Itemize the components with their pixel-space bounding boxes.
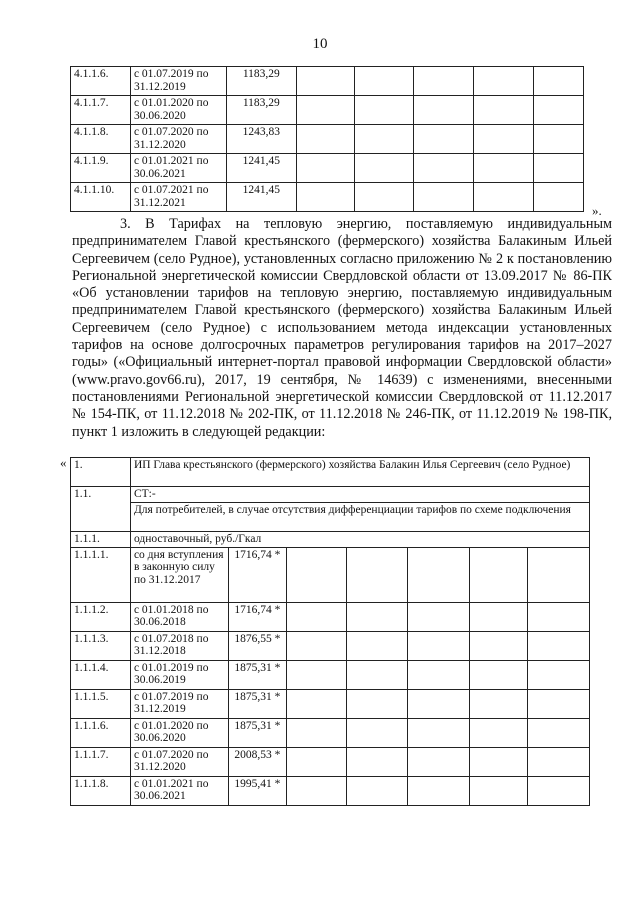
empty-cell bbox=[528, 747, 590, 776]
empty-cell bbox=[474, 154, 534, 183]
empty-cell bbox=[470, 547, 528, 602]
empty-cell bbox=[470, 718, 528, 747]
empty-cell bbox=[408, 718, 470, 747]
row-value: 1995,41 * bbox=[228, 776, 286, 805]
row-number: 1.1.1.6. bbox=[71, 718, 131, 747]
empty-cell bbox=[296, 125, 354, 154]
empty-cell bbox=[528, 660, 590, 689]
row-period: с 01.01.2020 по 30.06.2020 bbox=[130, 96, 226, 125]
rate-text: одноставочный, руб./Гкал bbox=[130, 531, 589, 547]
row-number: 4.1.1.8. bbox=[71, 125, 131, 154]
header-num: 1. bbox=[71, 458, 131, 487]
row-number: 4.1.1.6. bbox=[71, 67, 131, 96]
empty-cell bbox=[408, 660, 470, 689]
empty-cell bbox=[286, 547, 346, 602]
empty-cell bbox=[346, 747, 408, 776]
empty-cell bbox=[408, 631, 470, 660]
empty-cell bbox=[296, 67, 354, 96]
tariff-table-new bbox=[70, 457, 590, 806]
empty-cell bbox=[414, 67, 474, 96]
empty-cell bbox=[286, 747, 346, 776]
amendment-paragraph bbox=[72, 216, 612, 441]
row-period: со дня вступления в законную силу по 31.12.2017 bbox=[130, 547, 228, 602]
table-row bbox=[71, 689, 590, 718]
table-row bbox=[71, 660, 590, 689]
empty-cell bbox=[354, 183, 414, 212]
row-period: с 01.01.2021 по 30.06.2021 bbox=[130, 154, 226, 183]
row-number: 1.1.1.1. bbox=[71, 547, 131, 602]
row-period: с 01.07.2019 по 31.12.2019 bbox=[130, 67, 226, 96]
table-row bbox=[71, 96, 584, 125]
empty-cell bbox=[470, 602, 528, 631]
empty-cell bbox=[470, 776, 528, 805]
row-number: 4.1.1.9. bbox=[71, 154, 131, 183]
table-row bbox=[71, 718, 590, 747]
row-period: с 01.01.2018 по 30.06.2018 bbox=[130, 602, 228, 631]
row-period: с 01.07.2021 по 31.12.2021 bbox=[130, 183, 226, 212]
empty-cell bbox=[528, 631, 590, 660]
empty-cell bbox=[286, 660, 346, 689]
row-value: 1243,83 bbox=[226, 125, 296, 154]
table-row bbox=[71, 747, 590, 776]
row-number: 1.1.1.4. bbox=[71, 660, 131, 689]
row-value: 2008,53 * bbox=[228, 747, 286, 776]
table-row bbox=[71, 125, 584, 154]
empty-cell bbox=[414, 183, 474, 212]
row-value: 1183,29 bbox=[226, 96, 296, 125]
table-row bbox=[71, 602, 590, 631]
page-number: 10 bbox=[312, 36, 328, 52]
row-number: 4.1.1.10. bbox=[71, 183, 131, 212]
section-num: 1.1. bbox=[71, 487, 131, 532]
closing-quote: ». bbox=[592, 203, 602, 218]
empty-cell bbox=[534, 183, 584, 212]
opening-quote: « bbox=[60, 455, 67, 470]
section-row bbox=[71, 487, 590, 503]
row-number: 1.1.1.3. bbox=[71, 631, 131, 660]
empty-cell bbox=[354, 125, 414, 154]
empty-cell bbox=[528, 689, 590, 718]
tariff-table-continued bbox=[70, 66, 584, 212]
empty-cell bbox=[528, 718, 590, 747]
header-text: ИП Глава крестьянского (фермерского) хозяйства Балакин Илья Сергеевич (село Рудное) bbox=[130, 458, 589, 487]
empty-cell bbox=[534, 125, 584, 154]
empty-cell bbox=[296, 183, 354, 212]
empty-cell bbox=[474, 96, 534, 125]
paragraph-text: 3. В Тарифах на тепловую энергию, поставляемую индивидуальным предпринимателем Главой крестьянского (фермерского) хозяйства Балакиным Ильей Сергеевичем (село Рудное), установленных согласно приложению № 2 к постановлению Региональной энергетической комиссии Свердловской области от 13.09.2017 № 86-ПК «Об установлении тарифов на тепловую энергию, поставляемую индивидуальным предпринимателем Главой крестьянского (фермерского) хозяйства Балакиным Ильей Сергеевичем (село Рудное) с использованием метода индексации установленных тарифов на основе долгосрочных параметров регулирования тарифов на 2017–2027 годы» («Официальный интернет-портал правовой информации Свердловской области» (www.pravo.gov66.ru), 2017, 19 сентября, № 14639) с изменениями, внесенными постановлениями Региональной энергетической комиссии Свердловской от 11.12.2017 № 154-ПК, от 11.12.2018 № 202-ПК, от 11.12.2018 № 246-ПК, от 11.12.2019 № 198-ПК, пункт 1 изложить в следующей редакции: bbox=[72, 216, 612, 440]
row-value: 1876,55 * bbox=[228, 631, 286, 660]
empty-cell bbox=[286, 631, 346, 660]
empty-cell bbox=[346, 547, 408, 602]
empty-cell bbox=[408, 547, 470, 602]
empty-cell bbox=[354, 96, 414, 125]
empty-cell bbox=[528, 547, 590, 602]
empty-cell bbox=[346, 689, 408, 718]
empty-cell bbox=[346, 602, 408, 631]
row-value: 1183,29 bbox=[226, 67, 296, 96]
row-number: 1.1.1.5. bbox=[71, 689, 131, 718]
empty-cell bbox=[346, 718, 408, 747]
row-number: 1.1.1.7. bbox=[71, 747, 131, 776]
empty-cell bbox=[354, 67, 414, 96]
empty-cell bbox=[286, 689, 346, 718]
empty-cell bbox=[286, 602, 346, 631]
section-text: СТ:- bbox=[130, 487, 589, 503]
row-value: 1241,45 bbox=[226, 183, 296, 212]
empty-cell bbox=[474, 125, 534, 154]
row-value: 1241,45 bbox=[226, 154, 296, 183]
empty-cell bbox=[474, 183, 534, 212]
empty-cell bbox=[534, 154, 584, 183]
row-value: 1716,74 * bbox=[228, 547, 286, 602]
empty-cell bbox=[534, 96, 584, 125]
empty-cell bbox=[346, 660, 408, 689]
table-header-row bbox=[71, 458, 590, 487]
row-value: 1875,31 * bbox=[228, 718, 286, 747]
row-period: с 01.07.2018 по 31.12.2018 bbox=[130, 631, 228, 660]
table-row bbox=[71, 183, 584, 212]
row-number: 4.1.1.7. bbox=[71, 96, 131, 125]
empty-cell bbox=[470, 631, 528, 660]
empty-cell bbox=[408, 776, 470, 805]
row-number: 1.1.1.2. bbox=[71, 602, 131, 631]
empty-cell bbox=[474, 67, 534, 96]
empty-cell bbox=[354, 154, 414, 183]
row-value: 1716,74 * bbox=[228, 602, 286, 631]
row-period: с 01.01.2021 по 30.06.2021 bbox=[130, 776, 228, 805]
empty-cell bbox=[408, 689, 470, 718]
table-row bbox=[71, 776, 590, 805]
rate-row bbox=[71, 531, 590, 547]
row-period: с 01.01.2019 по 30.06.2019 bbox=[130, 660, 228, 689]
table-row bbox=[71, 67, 584, 96]
empty-cell bbox=[296, 154, 354, 183]
consumers-row bbox=[71, 502, 590, 531]
empty-cell bbox=[296, 96, 354, 125]
consumers-text: Для потребителей, в случае отсутствия дифференциации тарифов по схеме подключения bbox=[130, 502, 589, 531]
rate-num: 1.1.1. bbox=[71, 531, 131, 547]
table-row bbox=[71, 154, 584, 183]
empty-cell bbox=[414, 96, 474, 125]
row-period: с 01.07.2019 по 31.12.2019 bbox=[130, 689, 228, 718]
row-number: 1.1.1.8. bbox=[71, 776, 131, 805]
row-value: 1875,31 * bbox=[228, 689, 286, 718]
empty-cell bbox=[414, 125, 474, 154]
empty-cell bbox=[414, 154, 474, 183]
empty-cell bbox=[346, 631, 408, 660]
empty-cell bbox=[408, 747, 470, 776]
row-period: с 01.07.2020 по 31.12.2020 bbox=[130, 747, 228, 776]
table-row bbox=[71, 547, 590, 602]
empty-cell bbox=[286, 776, 346, 805]
row-value: 1875,31 * bbox=[228, 660, 286, 689]
empty-cell bbox=[470, 689, 528, 718]
empty-cell bbox=[470, 660, 528, 689]
empty-cell bbox=[528, 776, 590, 805]
table-row bbox=[71, 631, 590, 660]
row-period: с 01.01.2020 по 30.06.2020 bbox=[130, 718, 228, 747]
empty-cell bbox=[408, 602, 470, 631]
empty-cell bbox=[286, 718, 346, 747]
empty-cell bbox=[534, 67, 584, 96]
row-period: с 01.07.2020 по 31.12.2020 bbox=[130, 125, 226, 154]
empty-cell bbox=[346, 776, 408, 805]
empty-cell bbox=[528, 602, 590, 631]
empty-cell bbox=[470, 747, 528, 776]
